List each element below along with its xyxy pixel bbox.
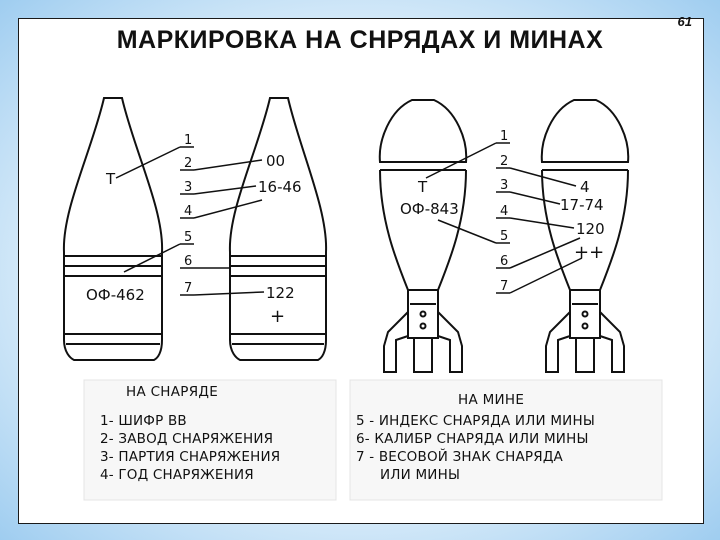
page-title: МАРКИРОВКА НА СНРЯДАХ И МИНАХ [116, 26, 604, 54]
callout-4: 4 [184, 204, 193, 219]
mine-right-mark-3: 120 [576, 220, 605, 238]
callout-2: 2 [184, 156, 193, 171]
legend-right-item-6: 6- КАЛИБР СНАРЯДА ИЛИ МИНЫ [356, 431, 589, 447]
mine-callout-7: 7 [500, 279, 509, 294]
mine-left-mark-1: Т [418, 178, 428, 196]
mine-callout-5: 5 [500, 229, 509, 244]
mine-callout-4: 4 [500, 204, 509, 219]
mine-right-mark-4: ++ [574, 242, 605, 263]
callout-1: 1 [184, 133, 193, 148]
callout-7: 7 [184, 281, 193, 296]
mine-right-mark-1: 4 [580, 178, 590, 196]
legend-right-item-7: 7 - ВЕСОВОЙ ЗНАК СНАРЯДА [356, 449, 563, 465]
shell-caption: НА СНАРЯДЕ [126, 384, 219, 400]
mine-left-drawing [380, 100, 466, 372]
shell-left-body-mark: ОФ-462 [86, 286, 145, 304]
legend-left-item-1: 1- ШИФР ВВ [100, 413, 187, 429]
callout-6: 6 [184, 254, 193, 269]
callout-3: 3 [184, 180, 193, 195]
shell-right-mark-2: 16-46 [258, 178, 302, 196]
mine-callout-2: 2 [500, 154, 509, 169]
mine-callout-3: 3 [500, 178, 509, 193]
mine-callout-1: 1 [500, 129, 509, 144]
mine-right-mark-2: 17-74 [560, 196, 604, 214]
legend-right-item-5: 5 - ИНДЕКС СНАРЯДА ИЛИ МИНЫ [356, 413, 595, 429]
callout-5: 5 [184, 230, 193, 245]
legend-left-item-2: 2- ЗАВОД СНАРЯЖЕНИЯ [100, 431, 274, 447]
legend-right-item-7-continued: ИЛИ МИНЫ [380, 467, 461, 483]
shell-left-drawing [64, 98, 162, 360]
mine-callout-6: 6 [500, 254, 509, 269]
shell-right-mark-4: + [270, 306, 286, 327]
shell-right-mark-1: 00 [266, 152, 286, 170]
legend-left-item-4: 4- ГОД СНАРЯЖЕНИЯ [100, 467, 254, 483]
legend-left-item-3: 3- ПАРТИЯ СНАРЯЖЕНИЯ [100, 449, 281, 465]
mine-left-mark-2: ОФ-843 [400, 200, 459, 218]
mine-caption: НА МИНЕ [458, 392, 525, 408]
page-number: 61 [677, 14, 692, 29]
shell-right-mark-3: 122 [266, 284, 295, 302]
shell-left-top-mark: Т [106, 170, 116, 188]
